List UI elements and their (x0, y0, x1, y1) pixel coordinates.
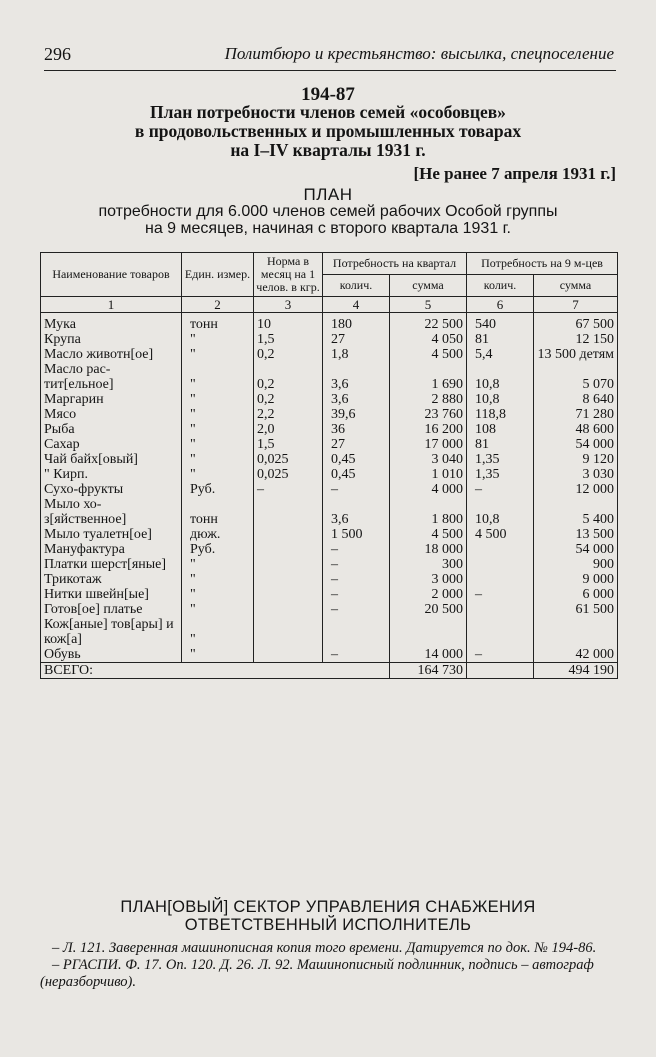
cell-sum-nine: 54 000 (534, 542, 618, 557)
cell-unit: " (182, 572, 254, 587)
cell-unit: тонн (182, 497, 254, 527)
cell-qty-quarter: – (323, 557, 390, 572)
cell-name: Обувь (41, 647, 182, 663)
cell-name: " Кирп. (41, 467, 182, 482)
date-note: [Не ранее 7 апреля 1931 г.] (413, 164, 616, 183)
cell-sum-nine: 71 280 (534, 407, 618, 422)
cell-name: Трикотаж (41, 572, 182, 587)
cell-norm (254, 497, 323, 527)
cell-unit: " (182, 452, 254, 467)
col-header-sum: сумма (390, 275, 467, 297)
cell-name: Платки шерст[яные] (41, 557, 182, 572)
table-row (41, 347, 618, 362)
cell-norm: 1,5 (254, 437, 323, 452)
cell-qty-quarter: – (323, 542, 390, 557)
col-index: 5 (390, 297, 467, 313)
cell-norm: – (254, 482, 323, 497)
table-row (41, 422, 618, 437)
archival-note: – РГАСПИ. Ф. 17. Оп. 120. Д. 26. Л. 92. Машинописный подлинник, подпись – автограф (неразборчиво). (40, 957, 594, 990)
col-header-name: Наименование товаров (41, 253, 182, 297)
cell-norm (254, 557, 323, 572)
cell-sum-nine: 54 000 (534, 437, 618, 452)
cell-sum-quarter: 300 (390, 557, 467, 572)
cell-qty-nine: 1,35 (467, 467, 534, 482)
cell-qty-nine: – (467, 647, 534, 663)
plan-heading-title: ПЛАН (303, 185, 353, 204)
cell-qty-nine: 5,4 (467, 347, 534, 362)
cell-norm (254, 602, 323, 617)
cell-qty-quarter: – (323, 602, 390, 617)
cell-sum-nine: 6 000 (534, 587, 618, 602)
cell-qty-quarter: 36 (323, 422, 390, 437)
cell-qty-quarter: – (323, 482, 390, 497)
signature-line: ОТВЕТСТВЕННЫЙ ИСПОЛНИТЕЛЬ (184, 916, 472, 934)
total-sum-quarter: 164 730 (390, 663, 467, 679)
cell-sum-nine: 5 400 (534, 497, 618, 527)
col-header-unit: Един. измер. (182, 253, 254, 297)
cell-norm (254, 527, 323, 542)
cell-qty-quarter: – (323, 647, 390, 663)
cell-qty-nine (467, 557, 534, 572)
cell-name: Сахар (41, 437, 182, 452)
cell-qty-quarter: – (323, 572, 390, 587)
cell-name: Масло рас-тит[ельное] (41, 362, 182, 392)
cell-norm (254, 617, 323, 647)
table-row (41, 482, 618, 497)
cell-sum-nine: 48 600 (534, 422, 618, 437)
cell-sum-nine: 61 500 (534, 602, 618, 617)
cell-sum-nine: 12 150 (534, 332, 618, 347)
cell-sum-quarter: 17 000 (390, 437, 467, 452)
signature-line: ПЛАН[ОВЫЙ] СЕКТОР УПРАВЛЕНИЯ СНАБЖЕНИЯ (120, 898, 536, 916)
table-row (41, 602, 618, 617)
cell-name: Чай байх[овый] (41, 452, 182, 467)
cell-qty-quarter: 3,6 (323, 392, 390, 407)
cell-qty-nine: 81 (467, 437, 534, 452)
table-row (41, 557, 618, 572)
table-row (41, 527, 618, 542)
cell-norm (254, 542, 323, 557)
cell-qty-quarter: 1 500 (323, 527, 390, 542)
cell-unit: " (182, 422, 254, 437)
cell-norm (254, 647, 323, 663)
cell-name: Масло животн[ое] (41, 347, 182, 362)
column-index-row (41, 297, 618, 313)
col-header-norm: Норма в месяц на 1 челов. в кгр. (254, 253, 323, 297)
cell-sum-quarter: 4 500 (390, 527, 467, 542)
cell-qty-quarter (323, 617, 390, 647)
table-row (41, 362, 618, 392)
table-header-row (41, 253, 618, 275)
cell-qty-nine: 108 (467, 422, 534, 437)
cell-sum-nine: 12 000 (534, 482, 618, 497)
cell-name: Мануфактура (41, 542, 182, 557)
cell-sum-nine: 67 500 (534, 313, 618, 333)
cell-name: Мука (41, 313, 182, 333)
col-header-qty2: колич. (467, 275, 534, 297)
col-index: 7 (534, 297, 618, 313)
running-title: Политбюро и крестьянство: высылка, спецпоселение (224, 44, 614, 63)
cell-name: Крупа (41, 332, 182, 347)
cell-qty-quarter: 39,6 (323, 407, 390, 422)
page-number: 296 (44, 44, 71, 64)
cell-norm: 10 (254, 313, 323, 333)
cell-unit: " (182, 587, 254, 602)
cell-name: Маргарин (41, 392, 182, 407)
cell-unit: " (182, 617, 254, 647)
title-line: в продовольственных и промышленных товарах (134, 121, 522, 141)
cell-qty-nine: 540 (467, 313, 534, 333)
col-header-nine-months: Потребность на 9 м-цев (467, 253, 618, 275)
cell-name: Кож[аные] тов[ары] и кож[а] (41, 617, 182, 647)
cell-qty-nine (467, 572, 534, 587)
cell-sum-quarter: 20 500 (390, 602, 467, 617)
cell-sum-quarter (390, 617, 467, 647)
signature-block (40, 898, 616, 934)
cell-norm: 0,025 (254, 467, 323, 482)
cell-norm: 2,0 (254, 422, 323, 437)
cell-qty-quarter: 0,45 (323, 452, 390, 467)
col-index: 1 (41, 297, 182, 313)
archival-note: – Л. 121. Заверенная машинописная копия того времени. Датируется по док. № 194-86. (52, 940, 597, 956)
total-label: ВСЕГО: (41, 663, 390, 679)
cell-name: Рыба (41, 422, 182, 437)
archival-notes (40, 940, 620, 991)
cell-name: Мыло туалетн[ое] (41, 527, 182, 542)
cell-qty-quarter: 27 (323, 332, 390, 347)
cell-sum-quarter: 4 500 (390, 347, 467, 362)
cell-name: Готов[ое] платье (41, 602, 182, 617)
cell-norm: 0,2 (254, 347, 323, 362)
cell-norm: 0,2 (254, 392, 323, 407)
plan-heading-line: на 9 месяцев, начиная с второго квартала 1931 г. (145, 220, 511, 237)
cell-sum-nine: 13 500 (534, 527, 618, 542)
cell-unit: тонн (182, 313, 254, 333)
cell-qty-nine: 10,8 (467, 497, 534, 527)
table-row (41, 313, 618, 333)
cell-qty-nine (467, 602, 534, 617)
cell-sum-quarter: 1 010 (390, 467, 467, 482)
cell-sum-quarter: 3 040 (390, 452, 467, 467)
cell-sum-quarter: 23 760 (390, 407, 467, 422)
cell-unit: " (182, 362, 254, 392)
cell-qty-nine (467, 617, 534, 647)
cell-name: Сухо-фрукты (41, 482, 182, 497)
cell-norm: 1,5 (254, 332, 323, 347)
cell-sum-nine: 42 000 (534, 647, 618, 663)
table-row (41, 572, 618, 587)
cell-unit: " (182, 647, 254, 663)
title-line: на I–IV кварталы 1931 г. (230, 140, 426, 160)
total-sum-nine: 494 190 (534, 663, 618, 679)
cell-norm (254, 572, 323, 587)
cell-qty-quarter: 180 (323, 313, 390, 333)
cell-sum-quarter: 22 500 (390, 313, 467, 333)
cell-unit: Руб. (182, 482, 254, 497)
cell-sum-nine: 5 070 (534, 362, 618, 392)
cell-norm (254, 587, 323, 602)
table-row (41, 392, 618, 407)
header-rule (44, 70, 616, 71)
table-row (41, 467, 618, 482)
cell-name: Мыло хо-з[яйственное] (41, 497, 182, 527)
cell-unit: " (182, 602, 254, 617)
cell-sum-quarter: 1 690 (390, 362, 467, 392)
cell-sum-nine: 8 640 (534, 392, 618, 407)
cell-qty-quarter: 1,8 (323, 347, 390, 362)
cell-sum-quarter: 1 800 (390, 497, 467, 527)
cell-qty-nine: 4 500 (467, 527, 534, 542)
cell-sum-quarter: 2 880 (390, 392, 467, 407)
cell-qty-quarter: – (323, 587, 390, 602)
cell-norm: 2,2 (254, 407, 323, 422)
cell-qty-quarter: 3,6 (323, 362, 390, 392)
table-row (41, 587, 618, 602)
cell-unit: " (182, 332, 254, 347)
col-header-qty: колич. (323, 275, 390, 297)
cell-name: Мясо (41, 407, 182, 422)
cell-sum-quarter: 18 000 (390, 542, 467, 557)
cell-unit: дюж. (182, 527, 254, 542)
document-number: 194-87 (301, 84, 355, 105)
col-index: 4 (323, 297, 390, 313)
col-index: 2 (182, 297, 254, 313)
cell-name: Нитки швейн[ые] (41, 587, 182, 602)
plan-heading (40, 186, 616, 237)
cell-qty-nine: – (467, 587, 534, 602)
cell-norm: 0,025 (254, 452, 323, 467)
cell-qty-nine: 81 (467, 332, 534, 347)
cell-sum-quarter: 3 000 (390, 572, 467, 587)
cell-qty-nine: 1,35 (467, 452, 534, 467)
cell-unit: " (182, 347, 254, 362)
col-header-quarter: Потребность на квартал (323, 253, 467, 275)
col-index: 6 (467, 297, 534, 313)
total-row (41, 663, 618, 679)
cell-unit: " (182, 437, 254, 452)
cell-sum-quarter: 2 000 (390, 587, 467, 602)
plan-table (40, 252, 618, 679)
cell-sum-nine (534, 617, 618, 647)
table-row (41, 437, 618, 452)
total-empty (467, 663, 534, 679)
cell-qty-nine (467, 542, 534, 557)
cell-sum-quarter: 4 000 (390, 482, 467, 497)
cell-sum-quarter: 14 000 (390, 647, 467, 663)
cell-sum-nine: 13 500 детям (534, 347, 618, 362)
document-title (60, 103, 596, 160)
plan-heading-line: потребности для 6.000 членов семей рабочих Особой группы (98, 203, 558, 220)
cell-qty-nine: 10,8 (467, 392, 534, 407)
cell-norm: 0,2 (254, 362, 323, 392)
table-row (41, 542, 618, 557)
cell-sum-nine: 9 120 (534, 452, 618, 467)
table-row (41, 407, 618, 422)
cell-sum-quarter: 16 200 (390, 422, 467, 437)
title-line: План потребности членов семей «особовцев» (150, 102, 506, 122)
table-row (41, 497, 618, 527)
cell-unit: " (182, 392, 254, 407)
cell-unit: " (182, 467, 254, 482)
cell-unit: " (182, 557, 254, 572)
cell-sum-nine: 3 030 (534, 467, 618, 482)
cell-sum-nine: 900 (534, 557, 618, 572)
table-row (41, 332, 618, 347)
cell-sum-quarter: 4 050 (390, 332, 467, 347)
table-row (41, 647, 618, 663)
cell-qty-nine: – (467, 482, 534, 497)
col-index: 3 (254, 297, 323, 313)
cell-unit: Руб. (182, 542, 254, 557)
col-header-sum2: сумма (534, 275, 618, 297)
table-row (41, 452, 618, 467)
cell-qty-quarter: 3,6 (323, 497, 390, 527)
cell-qty-quarter: 0,45 (323, 467, 390, 482)
cell-qty-nine: 10,8 (467, 362, 534, 392)
cell-qty-quarter: 27 (323, 437, 390, 452)
cell-sum-nine: 9 000 (534, 572, 618, 587)
cell-unit: " (182, 407, 254, 422)
table-row (41, 617, 618, 647)
cell-qty-nine: 118,8 (467, 407, 534, 422)
